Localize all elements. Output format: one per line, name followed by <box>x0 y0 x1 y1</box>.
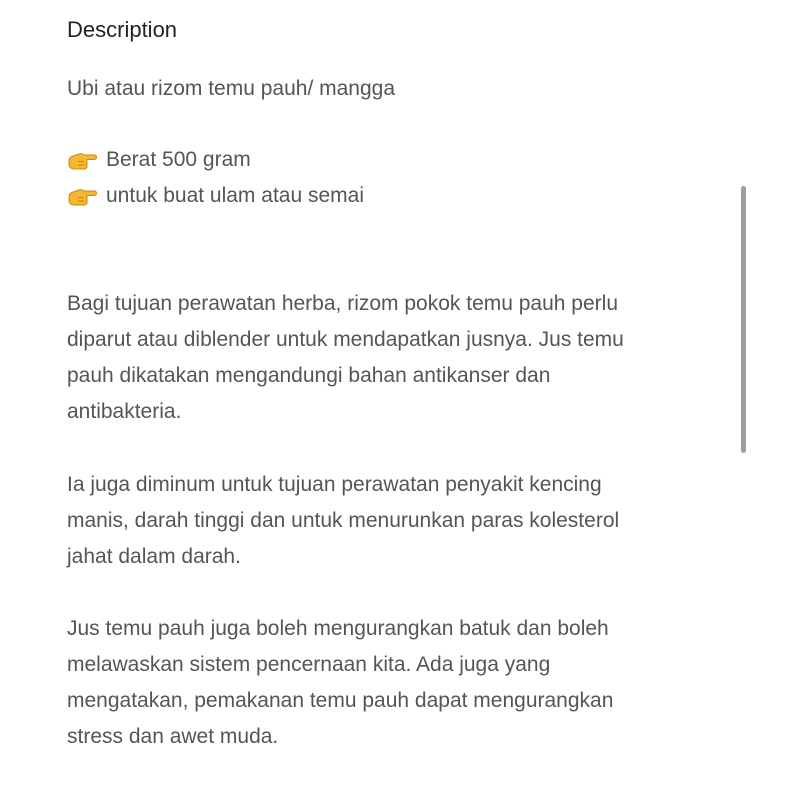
paragraph-line: stress dan awet muda. <box>67 725 279 748</box>
scrollbar-thumb[interactable] <box>741 186 746 453</box>
paragraph-line: Jus temu pauh juga boleh mengurangkan batuk dan boleh <box>67 617 609 640</box>
paragraph-line: pauh dikatakan mengandungi bahan antikanser dan <box>67 364 551 387</box>
bullet-text: Berat 500 gram <box>106 148 251 171</box>
paragraph-line: Bagi tujuan perawatan herba, rizom pokok temu pauh perlu <box>67 292 619 315</box>
paragraph-line: manis, darah tinggi dan untuk menurunkan paras kolesterol <box>67 509 620 532</box>
bullet-item-usage <box>67 181 364 211</box>
paragraph-line: melawaskan sistem pencernaan kita. Ada juga yang <box>67 653 551 676</box>
paragraph-line: diparut atau diblender untuk mendapatkan jusnya. Jus temu <box>67 328 624 351</box>
bullet-text: untuk buat ulam atau semai <box>106 184 364 207</box>
paragraph-line: mengatakan, pemakanan temu pauh dapat mengurangkan <box>67 689 614 712</box>
pointing-right-icon <box>67 185 97 207</box>
paragraph-line: Ia juga diminum untuk tujuan perawatan penyakit kencing <box>67 473 602 496</box>
paragraph-digestion <box>67 611 727 755</box>
paragraph-line: antibakteria. <box>67 400 182 423</box>
paragraph-line: jahat dalam darah. <box>67 545 241 568</box>
pointing-right-icon <box>67 149 97 171</box>
section-title: Description <box>67 17 178 42</box>
intro-text: Ubi atau rizom temu pauh/ mangga <box>67 77 396 100</box>
paragraph-diabetes <box>67 467 727 575</box>
paragraph-herbal-use <box>67 286 727 430</box>
bullet-item-weight <box>67 145 251 175</box>
